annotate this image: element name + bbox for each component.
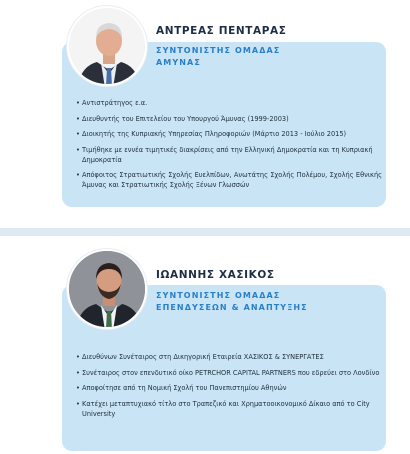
- bullet-item: • Κατέχει μεταπτυχιακό τίτλο στο Τραπεζικό και Χρηματοοικονομικό Δίκαιο από το City University: [76, 399, 382, 419]
- bullet-item: • Απόφοιτος Στρατιωτικής Σχολής Ευελπίδων, Ανωτάτης Σχολής Πολέμου, Σχολής Εθνικής Άμυνας και Στρατιωτικής Σχολής Ξένων Γλωσσών: [76, 170, 382, 190]
- profile-role-line: ΣΥΝΤΟΝΙΣΤΗΣ ΟΜΑΔΑΣ: [156, 291, 281, 300]
- bullet-item: • Διευθύνων Συνέταιρος στη Δικηγορική Εταιρεία ΧΑΣΙΚΟΣ & ΣΥΝΕΡΓΑΤΕΣ: [76, 352, 382, 362]
- bullet-item: • Διοικητής της Κυπριακής Υπηρεσίας Πληροφοριών (Μάρτιο 2013 - Ιούλιο 2015): [76, 129, 382, 139]
- profile-bullet-list: [76, 352, 382, 424]
- profile-role-line: ΑΜΥΝΑΣ: [156, 58, 201, 67]
- bullet-item: • Συνέταιρος στον επενδυτικό οίκο PETRCHOR CAPITAL PARTNERS που εδρεύει στο Λονδίνο: [76, 368, 382, 378]
- bullet-item: • Τιμήθηκε με εννέα τιμητικές διακρίσεις από την Ελληνική Δημοκρατία και τη Κυπριακή Δημοκρατία: [76, 145, 382, 165]
- bullet-item: • Διευθυντής του Επιτελείου του Υπουργού Άμυνας (1999-2003): [76, 114, 382, 124]
- profile-photo: [67, 249, 147, 329]
- bullet-item: • Αποφοίτησε από τη Νομική Σχολή του Πανεπιστημίου Αθηνών: [76, 383, 382, 393]
- profile-name: ΑΝΤΡΕΑΣ ΠΕΝΤΑΡΑΣ: [156, 25, 287, 37]
- profile-section-chasikos: [0, 236, 410, 454]
- profile-name: ΙΩΑΝΝΗΣ ΧΑΣΙΚΟΣ: [156, 269, 275, 281]
- section-divider: [0, 228, 410, 236]
- profile-role-line: ΕΠΕΝΔΥΣΕΩΝ & ΑΝΑΠΤΥΞΗΣ: [156, 303, 308, 312]
- bullet-item: • Αντιστράτηγος ε.α.: [76, 98, 382, 108]
- profile-role: [156, 45, 280, 69]
- profile-bullet-list: [76, 98, 382, 196]
- profile-photo: [67, 6, 147, 86]
- profile-role-line: ΣΥΝΤΟΝΙΣΤΗΣ ΟΜΑΔΑΣ: [156, 46, 281, 55]
- profile-role: [156, 290, 308, 314]
